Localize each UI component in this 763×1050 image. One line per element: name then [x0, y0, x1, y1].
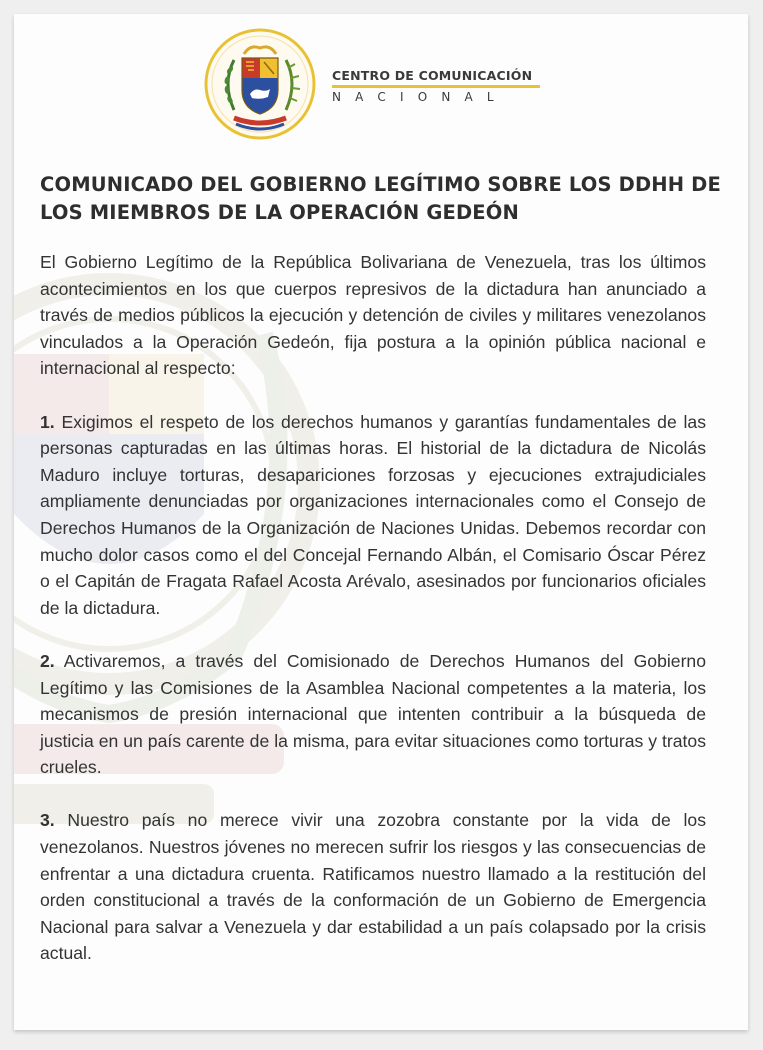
point-3-number: 3. — [40, 810, 55, 831]
document-title: COMUNICADO DEL GOBIERNO LEGÍTIMO SOBRE LOS DDHH DE LOS MIEMBROS DE LA OPERACIÓN GEDEÓN — [40, 173, 721, 224]
point-1 — [40, 409, 706, 622]
brand-subtitle: NACIONAL — [332, 90, 508, 104]
header — [14, 14, 748, 154]
point-2-text: Activaremos, a través del Comisionado de Derechos Humanos del Gobierno Legítimo y las Comisiones de la Asamblea Nacional competentes a la materia, los mecanismos de presión internacional que intenten contribuir a la búsqueda de justicia en un país carente de la misma, para evitar situaciones como torturas y tratos crueles. — [40, 650, 706, 778]
document-page — [14, 14, 748, 1030]
coat-of-arms-seal — [204, 28, 316, 140]
point-1-number: 1. — [40, 411, 55, 432]
point-3 — [40, 807, 706, 967]
intro-paragraph: El Gobierno Legítimo de la República Bolivariana de Venezuela, tras los últimos acontecimientos en los que cuerpos represivos de la dictadura han anunciado a través de medios públicos la ejecución y detención de civiles y militares venezolanos vinculados a la Operación Gedeón, fija postura a la opinión pública nacional e internacional al respecto: — [40, 252, 706, 379]
point-1-text: Exigimos el respeto de los derechos humanos y garantías fundamentales de las personas capturadas en las últimas horas. El historial de la dictadura de Nicolás Maduro incluye torturas, desapariciones forzosas y ejecuciones extrajudiciales ampliamente denunciadas por organizaciones internacionales como el Consejo de Derechos Humanos de la Organización de Naciones Unidas. Debemos recordar con mucho dolor casos como el del Concejal Fernando Albán, el Comisario Óscar Pérez o el Capitán de Fragata Rafael Acosta Arévalo, asesinados por funcionarios oficiales de la dictadura. — [40, 411, 706, 618]
point-2-number: 2. — [40, 650, 55, 671]
brand-divider — [332, 85, 540, 88]
brand-name: CENTRO DE COMUNICACIÓN — [332, 68, 533, 83]
point-3-text: Nuestro país no merece vivir una zozobra constante por la vida de los venezolanos. Nuestros jóvenes no merecen sufrir los riesgos y las consecuencias de enfrentar a una dictadura cruenta. Ratificamos nuestro llamado a la restitución del orden constitucional a través de la conformación de un Gobierno de Emergencia Nacional para salvar a Venezuela y dar estabilidad a un país colapsado por la crisis actual. — [40, 810, 706, 964]
point-2 — [40, 648, 706, 781]
document-body — [40, 249, 706, 994]
